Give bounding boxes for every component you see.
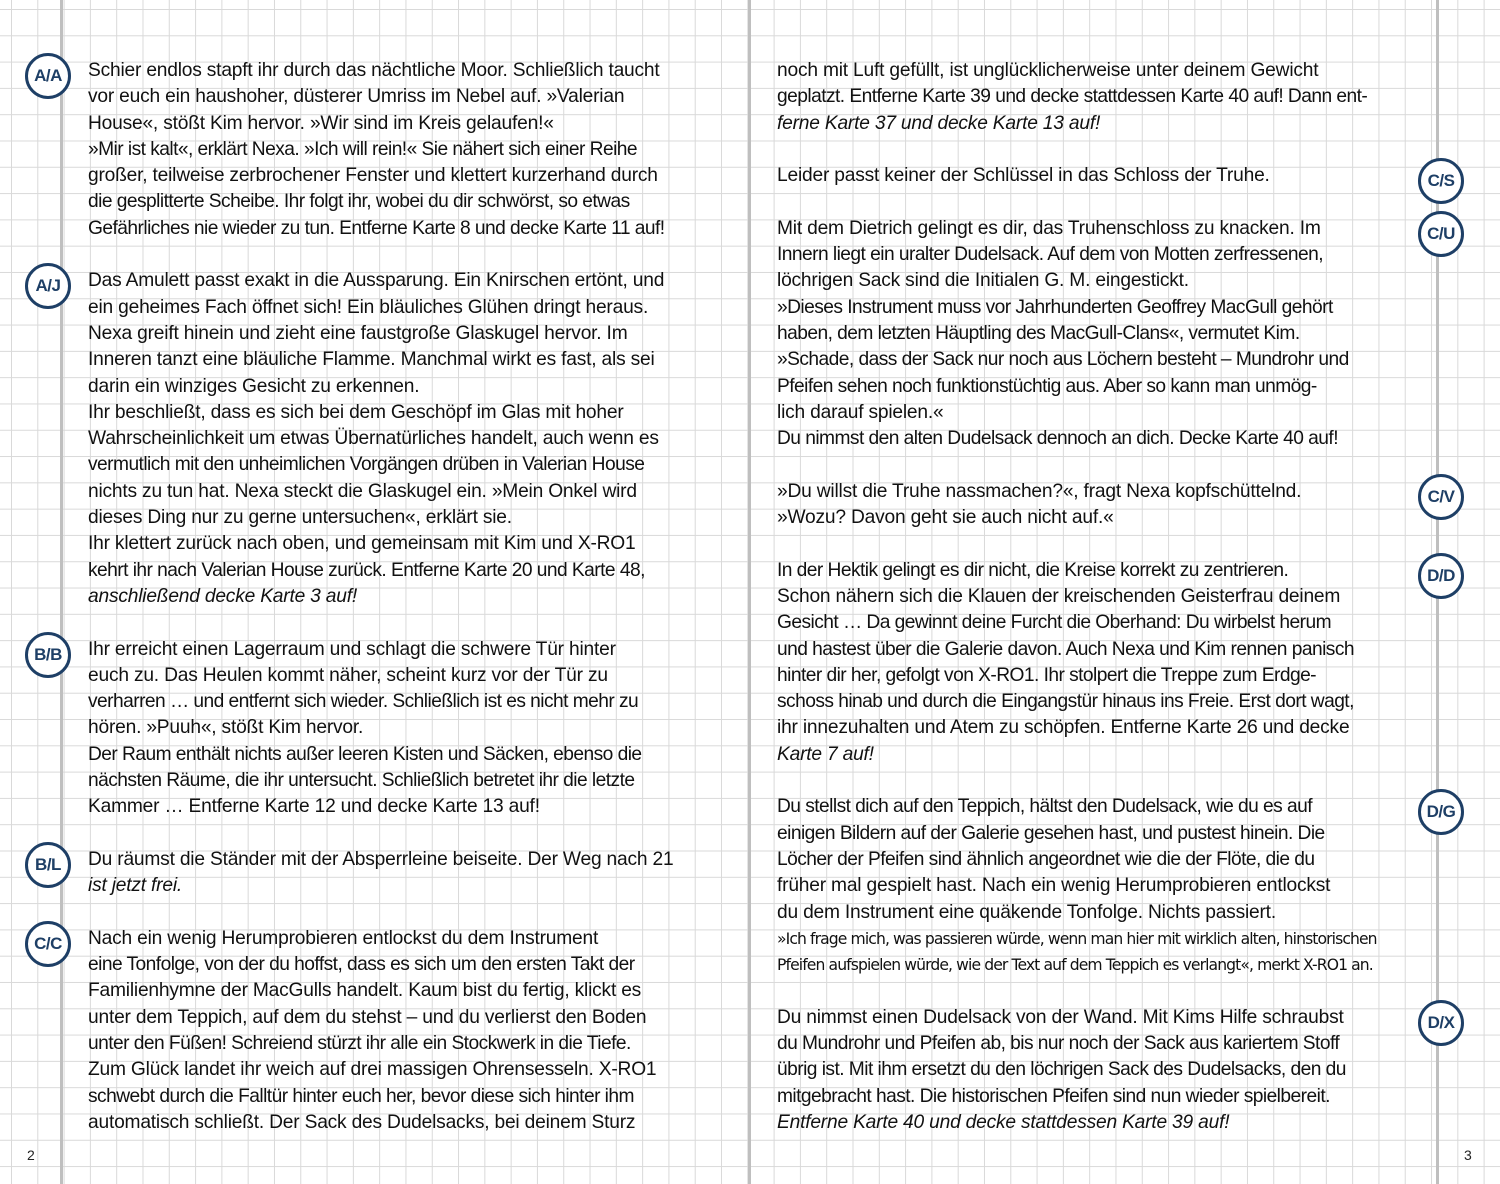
text-line: Du stellst dich auf den Teppich, hältst den Dudelsack, wie du es auf [777, 796, 1313, 818]
text-line: eine Tonfolge, von der du hoffst, dass es sich um den ersten Takt der [88, 954, 635, 976]
text-line: Der Raum enthält nichts außer leeren Kisten und Säcken, ebenso die [88, 743, 642, 765]
entry-badge: C/V [1418, 474, 1464, 520]
text-line: Gefährliches nie wieder zu tun. Entferne Karte 8 und decke Karte 11 auf! [88, 217, 665, 239]
entry-badge: A/A [25, 53, 71, 99]
text-line: früher mal gespielt hast. Nach ein wenig Herumprobieren entlockst [777, 875, 1331, 897]
text-line: Gesicht … Da gewinnt deine Furcht die Oberhand: Du wirbelst herum [777, 612, 1332, 634]
text-line: ihr innezuhalten und Atem zu schöpfen. Entferne Karte 26 und decke [777, 717, 1350, 739]
text-line: Nexa greift hinein und zieht eine faustgroße Glaskugel hervor. Im [88, 322, 628, 344]
entry-c-u [777, 216, 1455, 453]
text-line: unter den Füßen! Schreiend stürzt ihr alle ein Stockwerk in die Tiefe. [88, 1032, 631, 1054]
text-line: Leider passt keiner der Schlüssel in das Schloss der Truhe. [777, 165, 1270, 187]
text-line: euch zu. Das Heulen kommt näher, scheint kurz vor der Tür zu [88, 664, 608, 686]
text-line: Schon nähern sich die Klauen der kreischenden Geisterfrau deinem [777, 585, 1341, 607]
text-line: vor euch ein haushoher, düsterer Umriss im Nebel auf. »Valerian [88, 86, 625, 108]
entry-badge: D/X [1418, 1000, 1464, 1046]
text-line: darin ein winziges Gesicht zu erkennen. [88, 375, 420, 397]
text-line: ein geheimes Fach öffnet sich! Ein bläuliches Glühen dringt heraus. [88, 296, 649, 318]
page-number-right: 3 [1464, 1147, 1472, 1163]
text-line: »Schade, dass der Sack nur noch aus Löchern besteht – Mundrohr und [777, 349, 1349, 371]
text-line: großer, teilweise zerbrochener Fenster und klettert kurzerhand durch [88, 165, 658, 187]
entry-badge: B/L [25, 842, 71, 888]
text-line: verharren … und entfernt sich wieder. Schließlich ist es nicht mehr zu [88, 691, 639, 713]
center-fold [748, 0, 751, 1184]
entry-badge: A/J [25, 263, 71, 309]
text-line: Nach ein wenig Herumprobieren entlockst du dem Instrument [88, 927, 599, 949]
text-line: vermutlich mit den unheimlichen Vorgängen drüben in Valerian House [88, 454, 645, 476]
text-line: Karte 7 auf! [777, 743, 874, 765]
text-line: Kammer … Entferne Karte 12 und decke Karte 13 auf! [88, 796, 540, 818]
text-line: schoss hinab und durch die Eingangstür hinaus ins Freie. Erst dort wagt, [777, 691, 1354, 713]
entry-badge: C/C [25, 921, 71, 967]
text-line: Das Amulett passt exakt in die Aussparung. Ein Knirschen ertönt, und [88, 270, 665, 292]
text-line: du Mundrohr und Pfeifen ab, bis nur noch der Sack aus kariertem Stoff [777, 1032, 1340, 1054]
text-line: »Du willst die Truhe nassmachen?«, fragt Nexa kopfschüttelnd. [777, 480, 1302, 502]
text-line: die gesplitterte Scheibe. Ihr folgt ihr, wobei du dir schwörst, so etwas [88, 191, 630, 213]
text-line: Du nimmst einen Dudelsack von der Wand. Mit Kims Hilfe schraubst [777, 1006, 1344, 1028]
entry-badge: C/S [1418, 158, 1464, 204]
left-page [34, 58, 728, 1136]
text-line: anschließend decke Karte 3 auf! [88, 585, 357, 607]
text-line: Entferne Karte 40 und decke stattdessen Karte 39 auf! [777, 1111, 1230, 1133]
text-line: dieses Ding nur zu gerne untersuchen«, erklärt sie. [88, 507, 512, 529]
text-line: »Wozu? Davon geht sie auch nicht auf.« [777, 507, 1114, 529]
text-line: Ihr erreicht einen Lagerraum und schlagt die schwere Tür hinter [88, 638, 616, 660]
entry-d-d [777, 558, 1455, 768]
text-line: und hastest über die Galerie davon. Auch Nexa und Kim rennen panisch [777, 638, 1354, 660]
text-line: ferne Karte 37 und decke Karte 13 auf! [777, 112, 1101, 134]
text-line: Zum Glück landet ihr weich auf drei massigen Ohrensesseln. X-RO1 [88, 1059, 657, 1081]
text-line: haben, dem letzten Häuptling des MacGull-Clans«, vermutet Kim. [777, 322, 1300, 344]
entry-d-x [777, 1005, 1455, 1136]
text-line: Schier endlos stapft ihr durch das nächtliche Moor. Schließlich taucht [88, 60, 660, 81]
text-line: Innern liegt ein uralter Dudelsack. Auf dem von Motten zerfressenen, [777, 244, 1324, 266]
right-page [777, 58, 1456, 1136]
text-line: »Ich frage mich, was passieren würde, wenn man hier mit wirklich alten, hinstorischen [777, 929, 1377, 948]
text-line: hören. »Puuh«, stößt Kim hervor. [88, 717, 364, 739]
entry-c-c [34, 926, 728, 1136]
text-line: Pfeifen aufspielen würde, wie der Text auf dem Teppich es verlangt«, merkt X-RO1 an. [777, 956, 1373, 975]
text-line: schwebt durch die Falltür hinter euch her, bevor diese sich hinter ihm [88, 1085, 634, 1107]
text-line: Du räumst die Ständer mit der Absperrleine beiseite. Der Weg nach 21 [88, 848, 674, 870]
text-line: geplatzt. Entferne Karte 39 und decke stattdessen Karte 40 auf! Dann ent- [777, 86, 1368, 108]
entry-c-s [777, 163, 1455, 191]
entry-badge: D/D [1418, 553, 1464, 599]
text-line: hinter dir her, gefolgt von X-RO1. Ihr stolpert die Treppe zum Erdge- [777, 664, 1317, 686]
page-number-left: 2 [27, 1147, 35, 1163]
entry-b-l [35, 847, 728, 900]
text-line: nichts zu tun hat. Nexa steckt die Glaskugel ein. »Mein Onkel wird [88, 480, 637, 502]
entry-c-v [777, 479, 1455, 532]
text-line: nächsten Räume, die ihr untersucht. Schließlich betretet ihr die letzte [88, 770, 635, 792]
entry-a-j [35, 268, 728, 610]
text-line: du dem Instrument eine quäkende Tonfolge. Nichts passiert. [777, 901, 1276, 923]
entry-d-g [777, 794, 1456, 978]
text-line: Du nimmst den alten Dudelsack dennoch an dich. Decke Karte 40 auf! [777, 428, 1338, 450]
text-line: Ihr klettert zurück nach oben, und gemeinsam mit Kim und X-RO1 [88, 533, 636, 555]
text-line: lich darauf spielen.« [777, 401, 944, 423]
entry-badge: C/U [1418, 211, 1464, 257]
text-line: ist jetzt frei. [88, 875, 183, 897]
text-line: »Mir ist kalt«, erklärt Nexa. »Ich will rein!« Sie nähert sich einer Reihe [88, 138, 638, 160]
text-line: Wahrscheinlichkeit um etwas Übernatürliches handelt, auch wenn es [88, 428, 659, 450]
text-line: noch mit Luft gefüllt, ist unglücklicherweise unter deinem Gewicht [777, 60, 1319, 81]
text-line: Löcher der Pfeifen sind ähnlich angeordnet wie die der Flöte, die du [777, 848, 1315, 870]
text-line: mitgebracht hast. Die historischen Pfeifen sind nun wieder spielbereit. [777, 1085, 1330, 1107]
text-line: automatisch schließt. Der Sack des Dudelsacks, bei deinem Sturz [88, 1111, 636, 1133]
text-line: kehrt ihr nach Valerian House zurück. Entferne Karte 20 und Karte 48, [88, 559, 645, 581]
entry-b-b [34, 637, 728, 821]
text-line: House«, stößt Kim hervor. »Wir sind im Kreis gelaufen!« [88, 112, 554, 134]
entry-a-a [34, 58, 728, 242]
text-line: Pfeifen sehen noch funktionstüchtig aus. Aber so kann man unmög- [777, 375, 1317, 397]
text-line: übrig ist. Mit ihm ersetzt du den löchrigen Sack des Dudelsacks, den du [777, 1059, 1346, 1081]
text-line: Ihr beschließt, dass es sich bei dem Geschöpf im Glas mit hoher [88, 401, 624, 423]
text-line: Mit dem Dietrich gelingt es dir, das Truhenschloss zu knacken. Im [777, 217, 1321, 239]
text-line: einigen Bildern auf der Galerie gesehen hast, und pustest hinein. Die [777, 822, 1325, 844]
text-line: »Dieses Instrument muss vor Jahrhunderten Geoffrey MacGull gehört [777, 296, 1333, 318]
text-line: unter dem Teppich, auf dem du stehst – und du verlierst den Boden [88, 1006, 647, 1028]
entry-badge: B/B [25, 632, 71, 678]
text-line: In der Hektik gelingt es dir nicht, die Kreise korrekt zu zentrieren. [777, 559, 1289, 581]
continuation-c-c [777, 58, 1417, 137]
entry-badge: D/G [1418, 789, 1464, 835]
text-line: löchrigen Sack sind die Initialen G. M. eingestickt. [777, 270, 1189, 292]
left-page-edge [60, 0, 63, 1184]
text-line: Familienhymne der MacGulls handelt. Kaum bist du fertig, klickt es [88, 980, 642, 1002]
text-line: Inneren tanzt eine bläuliche Flamme. Manchmal wirkt es fast, als sei [88, 349, 655, 371]
